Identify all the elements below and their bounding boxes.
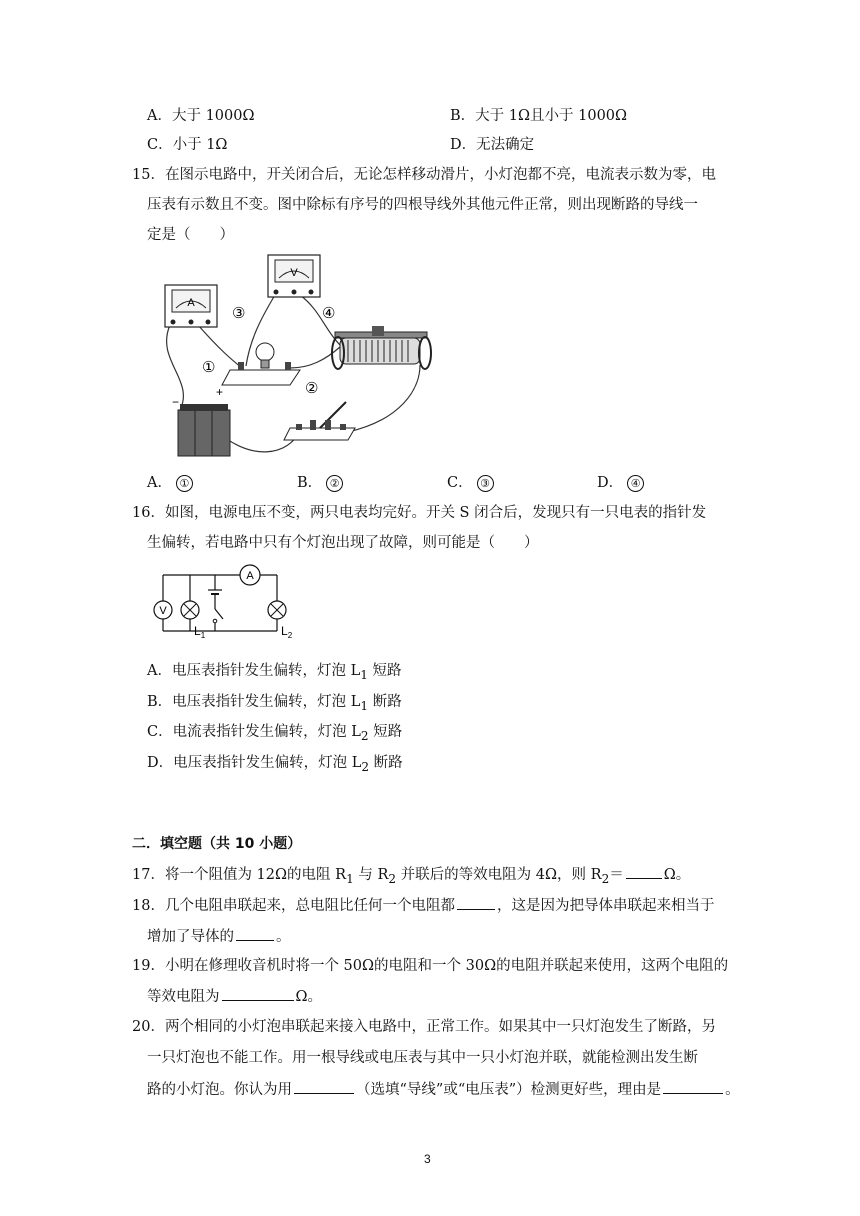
lamp-l2-icon [268,601,286,619]
q16-option-c: C．电流表指针发生偏转，灯泡 $L_2$ 短路 [147,724,403,743]
q16-option-d: D．电压表指针发生偏转，灯泡 $L_2$ 断路 [147,755,403,774]
svg-text:+: + [216,385,224,399]
q19-line-2: 等效电阻为 Ω。 [147,986,322,1007]
q15-circuit-figure [150,250,450,465]
q15-line-3: 定是（ ） [147,227,234,243]
q20-line-1: 20．两个相同的小灯泡串联起来接入电路中，正常工作。如果其中一只灯泡发生了断路，另 [132,1019,716,1035]
option-mark: ④ [627,475,644,492]
wire-4-label: ④ [322,305,336,322]
svg-text:A: A [187,297,195,309]
lamp-l1-icon [181,601,199,619]
answer-blank[interactable] [236,926,274,941]
q15-option-b: B． ② [297,473,343,493]
wire-3-label: ③ [232,305,246,322]
wire-2-label: ② [305,380,319,397]
rheostat-icon [332,326,431,369]
svg-text:−: − [172,395,180,409]
switch-icon [215,609,223,619]
switch-icon [284,402,355,440]
battery-icon [172,385,230,456]
q15-option-d: D． ④ [597,473,644,493]
q14-option-d: D．无法确定 [450,137,535,153]
q15-line-2: 压表有示数且不变。图中除标有序号的四根导线外其他元件正常，则出现断路的导线一 [147,197,698,213]
q15-option-c: C． ③ [447,473,494,493]
answer-blank[interactable] [663,1079,723,1094]
q16-line-1: 16．如图，电源电压不变，两只电表均完好。开关 S 闭合后，发现只有一只电表的指针发 [132,505,707,521]
option-mark: ① [176,475,193,492]
q16-option-a: A．电压表指针发生偏转，灯泡 $L_1$ 短路 [147,663,402,682]
svg-text:V: V [290,267,298,279]
q16-line-2: 生偏转，若电路中只有个灯泡出现了故障，则可能是（ ） [147,535,539,551]
page-number: 3 [424,1152,431,1166]
option-mark: ③ [477,475,494,492]
answer-blank[interactable] [457,895,495,910]
q17-line: 17．将一个阻值为 12Ω的电阻 $R_1$ 与 $R_2$ 并联后的等效电阻为 4Ω，则 $R_2= \Omega$。 [132,864,690,889]
q15-option-a: A． ① [147,473,193,493]
l2-label: $L_2$ [281,624,293,640]
answer-blank[interactable] [626,864,662,879]
option-mark: ② [326,475,343,492]
q14-option-b: B．大于 1Ω且小于 1000Ω [450,108,628,124]
answer-blank[interactable] [222,986,294,1001]
q19-line-1: 19．小明在修理收音机时将一个 50Ω的电阻和一个 30Ω的电阻并联起来使用，这两个电阻的 [132,958,729,974]
svg-text:V: V [159,605,167,617]
q20-line-2: 一只灯泡也不能工作。用一根导线或电压表与其中一只小灯泡并联，就能检测出发生断 [147,1050,698,1066]
q15-line-1: 15．在图示电路中，开关闭合后，无论怎样移动滑片，小灯泡都不亮，电流表示数为零，电 [132,167,716,183]
q14-option-c: C．小于 1Ω [147,137,228,153]
lamp-icon [222,343,300,385]
ammeter-icon [165,285,217,327]
q20-line-3: 路的小灯泡。你认为用 （选填“导线”或“电压表”）检测更好些，理由是 。 [147,1079,740,1100]
l1-label: $L_1$ [194,624,206,640]
q14-option-a: A．大于 1000Ω [147,108,255,124]
section-title: 二．填空题（共 10 小题） [132,836,302,852]
q18-line-2: 增加了导体的 。 [147,926,291,947]
q16-circuit-diagram [150,563,300,643]
voltmeter-icon [268,255,320,297]
q16-option-b: B．电压表指针发生偏转，灯泡 $L_1$ 断路 [147,694,402,713]
wire-1-label: ① [202,359,216,376]
answer-blank[interactable] [294,1079,354,1094]
svg-text:A: A [246,570,254,582]
q18-line-1: 18．几个电阻串联起来，总电阻比任何一个电阻都 ，这是因为把导体串联起来相当于 [132,895,714,916]
